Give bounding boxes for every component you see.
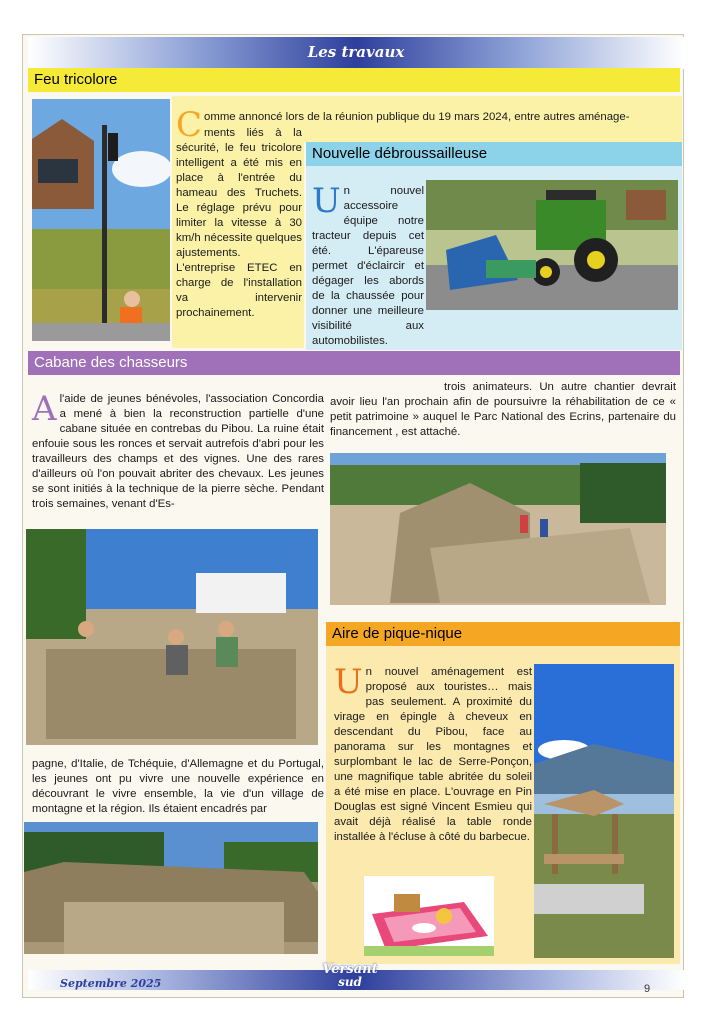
- cabane-col2: [330, 380, 676, 440]
- pique-text: [334, 662, 532, 845]
- debrou-body: n nouvel accessoire équipe notre tracteur depuis cet été. L'épareuse permet d'éclaircir et dégager les abords de la chaussée pour donner une meilleure visibilité aux automobilistes.: [312, 185, 424, 347]
- pique-body: n nouvel aménagement est proposé aux touristes… mais pas seulement. A proximité du virage en épingle à cheveux en descendant du Pibou, face au panorama sur les montagnes et surplombant le lac de Serre-Ponçon, une magnifique table abritée du soleil a été mise en place. L'ouvrage en Pin Douglas est signé Vincent Esmieu qui avait déjà réalisé la table ronde installée à l'écluse à côté du barbecue.: [334, 666, 532, 843]
- workers-photo: [26, 529, 318, 745]
- section-title-debrou: [306, 142, 682, 166]
- feu-lead-text: omme annoncé lors de la réunion publique du 19 mars 2024, entre autres aménage-: [204, 111, 630, 123]
- cabane-col1: [32, 389, 324, 512]
- debrou-title: Nouvelle débroussailleuse: [312, 145, 488, 162]
- pique-dropcap: U: [334, 662, 363, 702]
- cabane-col1-text: l'aide de jeunes bénévoles, l'association Concordia a mené à bien la reconstruction partielle d'une cabane située en contrebas du Pibou. La ruine était enfouie sous les ronces et servait autrefois d'abri pour les travailleurs des champs et des vignes. Une des rares d'ailleurs où l'on pouvait abriter des chevaux. Les jeunes se sont initiés à la technique de la pierre sèche. Pendant trois semaines, venant d'Es-: [32, 393, 324, 510]
- cabane-col2-text: trois animateurs. Un autre chantier devrait avoir lieu l'an prochain afin de poursuivre la réhabilitation de ce « petit patrimoine » auquel le Parc National des Ecrins, partenaire du financement , est attaché.: [330, 381, 676, 438]
- section-title-cabane: [28, 351, 680, 375]
- feu-body-text: ments liés à la sécurité, le feu tricolore intelligent a été mis en place à l'entrée du hameau des Truchets. Le réglage prévu pour limiter la vitesse à 30 km/h nécessite quelques ajustements. L'entreprise ETEC en charge de l'installation va intervenir prochainement.: [176, 127, 302, 319]
- picnic-table-photo: [534, 664, 674, 958]
- tractor-photo: [426, 180, 678, 310]
- debrou-dropcap: U: [312, 181, 341, 221]
- section-title-pique: [326, 622, 680, 646]
- pique-title: Aire de pique-nique: [332, 625, 463, 642]
- header-banner: [28, 37, 684, 69]
- feu-title: Feu tricolore: [34, 71, 118, 88]
- cabane-dropcap: A: [32, 389, 57, 429]
- feu-photo: [32, 99, 170, 341]
- feu-dropcap: C: [176, 105, 203, 145]
- stonewall-photo-2: [24, 822, 318, 954]
- versant-sud-logo: [318, 963, 382, 997]
- cabane-col1b-text: pagne, d'Italie, de Tchéquie, d'Allemagne et du Portugal, les jeunes ont pu vivre une nouvelle expérience en découvrant le vivre ensemble, la vie d'un village de montagne et la région. Ils étaient encadrés par: [32, 758, 324, 815]
- page-title: Les travaux: [307, 43, 405, 61]
- picnic-illustration: [364, 876, 494, 956]
- feu-lead: [204, 110, 678, 125]
- section-title-feu: [28, 68, 680, 92]
- cabane-title: Cabane des chasseurs: [34, 354, 188, 371]
- cabane-col1b: [32, 757, 324, 817]
- debrou-text: [312, 181, 424, 349]
- logo-bottom-text: sud: [338, 975, 362, 989]
- footer-date: Septembre 2025: [60, 977, 162, 990]
- stonewall-photo-1: [330, 453, 666, 605]
- feu-body: [176, 126, 302, 321]
- logo-top-text: Versant: [322, 962, 378, 977]
- page-number: 9: [644, 983, 651, 995]
